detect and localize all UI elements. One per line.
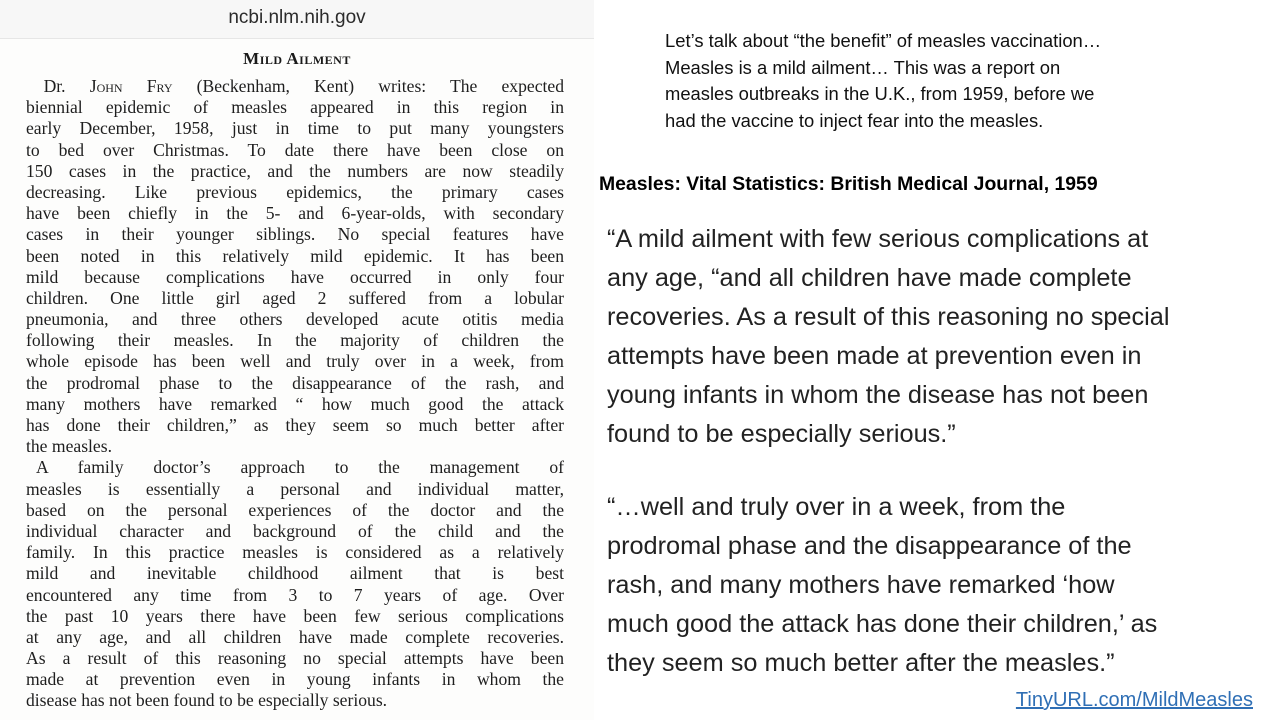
- article-line: mild and inevitable childhood ailment that is best: [26, 563, 564, 584]
- article-line: the prodromal phase to the disappearance of the rash, and: [26, 372, 564, 393]
- article-line: measles is essentially a personal and individual matter,: [26, 478, 564, 499]
- section-heading: Measles: Vital Statistics: British Medical Journal, 1959: [599, 173, 1098, 195]
- article-line: decreasing. Like previous epidemics, the primary cases: [26, 181, 564, 202]
- byline-prefix: Dr.: [43, 76, 90, 96]
- quote-line: “…well and truly over in a week, from the: [607, 493, 1066, 521]
- article-line: following their measles. In the majority of children the: [26, 330, 564, 351]
- quote-line: attempts have been made at prevention even in: [607, 341, 1142, 370]
- quote-line: they seem so much better after the measles.”: [607, 648, 1115, 677]
- browser-url-bar[interactable]: ncbi.nlm.nih.gov: [0, 0, 594, 39]
- article-line: have been chiefly in the 5- and 6-year-olds, with secondary: [26, 203, 564, 224]
- author-name: John Fry: [89, 76, 173, 96]
- quote-line: young infants in whom the disease has not been: [607, 380, 1149, 409]
- article-line: children. One little girl aged 2 suffered from a lobular: [26, 287, 564, 308]
- intro-line: Let’s talk about “the benefit” of measles vaccination…: [665, 30, 1102, 51]
- quote-line: rash, and many mothers have remarked ‘how: [607, 570, 1115, 599]
- byline-rest: (Beckenham, Kent) writes: The expected: [172, 76, 564, 96]
- article-line: family. In this practice measles is considered as a relatively: [26, 542, 564, 563]
- article-line: whole episode has been well and truly over in a week, from: [26, 351, 564, 372]
- intro-text: [665, 28, 1265, 134]
- article-line: mild because complications have occurred in only four: [26, 266, 564, 287]
- article-line: the measles.: [26, 436, 112, 457]
- quote-block-1: [607, 220, 1275, 453]
- tinyurl-link[interactable]: TinyURL.com/MildMeasles: [1015, 689, 1253, 711]
- article-line: many mothers have remarked “ how much good the attack: [26, 393, 564, 414]
- quote-block-2: [607, 488, 1275, 683]
- article-line: biennial epidemic of measles appeared in this region in: [26, 97, 564, 118]
- article-line: the past 10 years there have been few serious complications: [26, 605, 564, 626]
- article-line: encountered any time from 3 to 7 years of age. Over: [26, 584, 564, 605]
- article-line: been noted in this relatively mild epidemic. It has been: [26, 245, 564, 266]
- article-body: [26, 76, 564, 712]
- quote-line: found to be especially serious.”: [607, 419, 956, 448]
- article-line: to bed over Christmas. To date there have been close on: [26, 139, 564, 160]
- article-line: individual character and background of the child and the: [26, 520, 564, 541]
- quote-line: any age, “and all children have made complete: [607, 263, 1132, 292]
- quote-line: “A mild ailment with few serious complications at: [607, 225, 1149, 253]
- article-title: Mild Ailment: [243, 49, 351, 68]
- scanned-article-image: [0, 0, 594, 720]
- article-line: has done their children,” as they seem so much better after: [26, 415, 564, 435]
- intro-line: measles outbreaks in the U.K., from 1959, before we: [665, 83, 1095, 104]
- article-line: cases in their younger siblings. No special features have: [26, 224, 564, 245]
- article-line: at any age, and all children have made complete recoveries.: [26, 626, 564, 647]
- article-line: 150 cases in the practice, and the numbers are now steadily: [26, 160, 564, 181]
- quote-line: much good the attack has done their children,’ as: [607, 609, 1158, 638]
- intro-line: had the vaccine to inject fear into the measles.: [665, 109, 1044, 131]
- article-line: A family doctor’s approach to the management of: [36, 457, 564, 478]
- quote-line: recoveries. As a result of this reasoning no special: [607, 302, 1170, 331]
- article-line: based on the personal experiences of the doctor and the: [26, 499, 564, 520]
- article-line: [26, 76, 564, 97]
- article-line: made at prevention even in young infants in whom the: [26, 669, 564, 690]
- quote-line: prodromal phase and the disappearance of the: [607, 531, 1132, 560]
- article-line: early December, 1958, just in time to put many youngsters: [26, 118, 564, 139]
- intro-line: Measles is a mild ailment… This was a report on: [665, 56, 1061, 78]
- article-line: As a result of this reasoning no special attempts have been: [26, 648, 564, 669]
- article-line: pneumonia, and three others developed acute otitis media: [26, 309, 564, 330]
- article-line: disease has not been found to be especially serious.: [26, 690, 388, 711]
